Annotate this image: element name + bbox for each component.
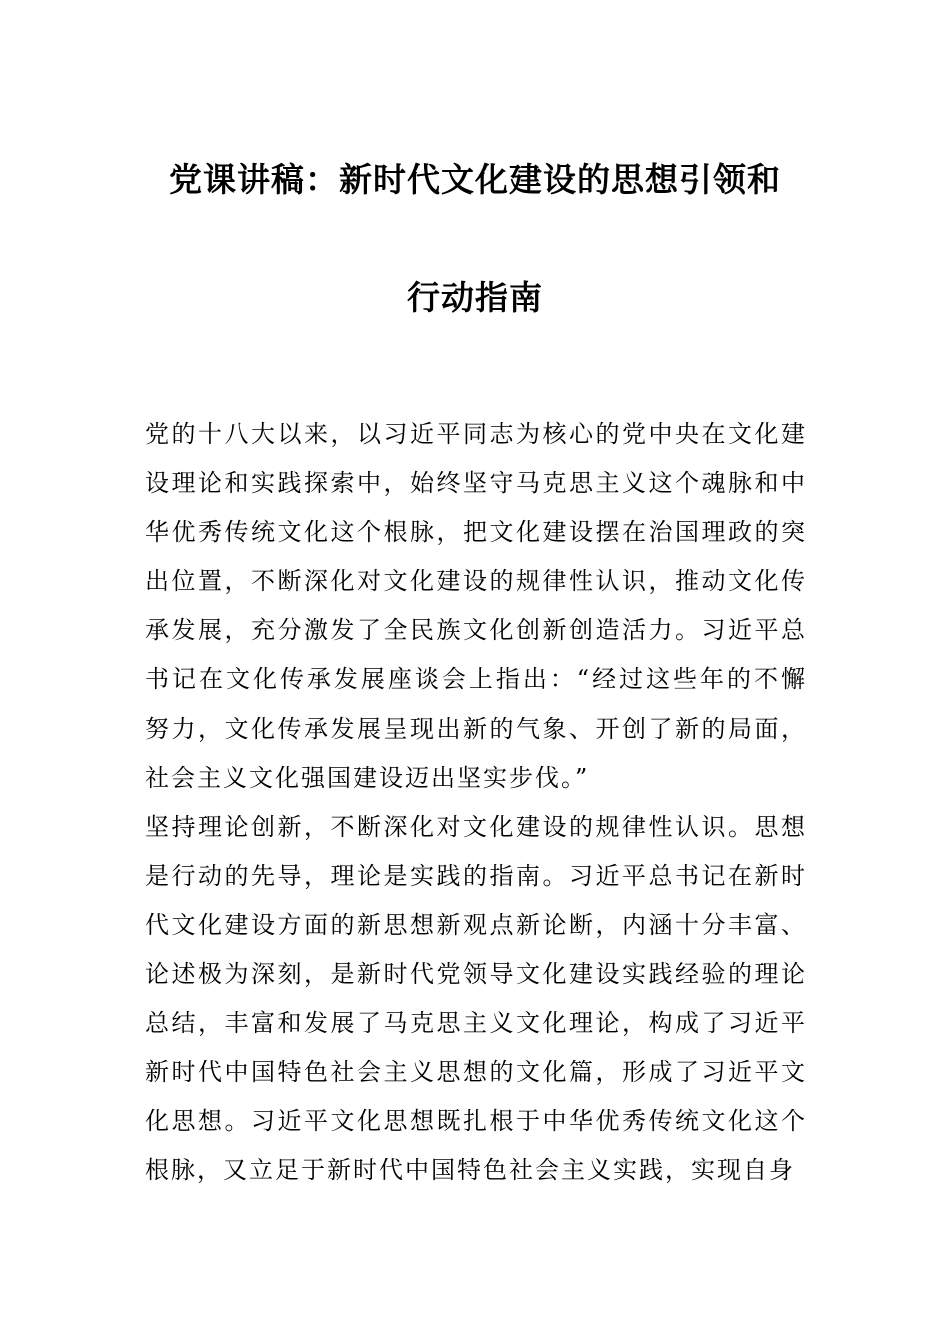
document-body — [145, 410, 807, 1196]
document-title-line-2: 行动指南 — [407, 278, 543, 317]
document-title-line-1: 党课讲稿：新时代文化建设的思想引领和 — [169, 160, 781, 199]
body-paragraph-1: 党的十八大以来，以习近平同志为核心的党中央在文化建设理论和实践探索中，始终坚守马克思主义这个魂脉和中华优秀传统文化这个根脉，把文化建设摆在治国理政的突出位置，不断深化对文化建设的规律性认识，推动文化传承发展，充分激发了全民族文化创新创造活力。习近平总书记在文化传承发展座谈会上指出：“经过这些年的不懈努力，文化传承发展呈现出新的气象、开创了新的局面，社会主义文化强国建设迈出坚实步伐。” — [145, 420, 807, 792]
body-paragraph-2: 坚持理论创新，不断深化对文化建设的规律性认识。思想是行动的先导，理论是实践的指南。习近平总书记在新时代文化建设方面的新思想新观点新论断，内涵十分丰富、论述极为深刻，是新时代党领导文化建设实践经验的理论总结，丰富和发展了马克思主义文化理论，构成了习近平新时代中国特色社会主义思想的文化篇，形成了习近平文化思想。习近平文化思想既扎根于中华优秀传统文化这个根脉，又立足于新时代中国特色社会主义实践，实现自身 — [145, 812, 807, 1185]
